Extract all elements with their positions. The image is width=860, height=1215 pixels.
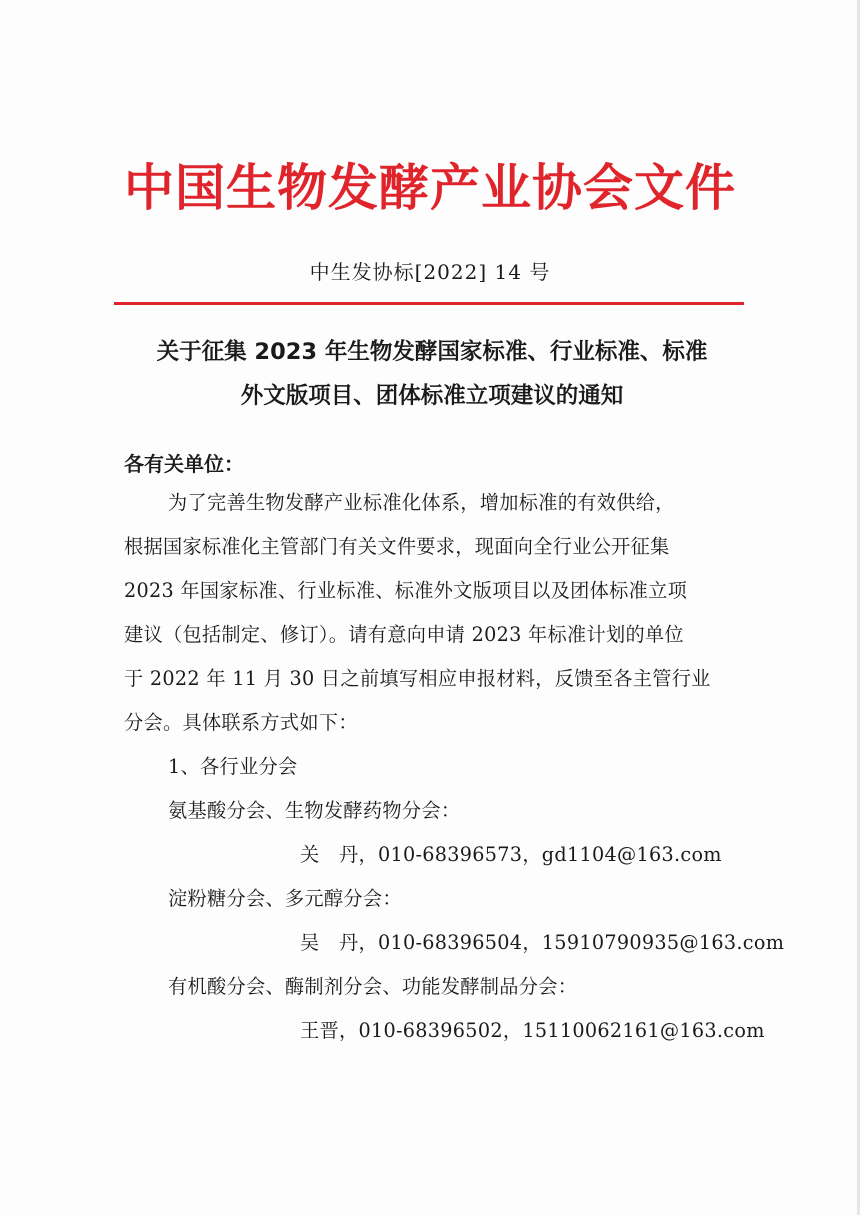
document-subject [122, 330, 742, 418]
contact-info: 王晋，010-68396502，15110062161@163.com [300, 1019, 765, 1042]
red-divider-line [114, 302, 744, 305]
salutation: 各有关单位： [124, 452, 244, 476]
branch-name: 有机酸分会、酶制剂分会、功能发酵制品分会： [168, 975, 578, 998]
paragraph-line: 于 2022 年 11 月 30 日之前填写相应申报材料，反馈至各主管行业 [124, 667, 711, 690]
paragraph-line: 建议（包括制定、修订）。请有意向申请 2023 年标准计划的单位 [124, 623, 684, 646]
subject-line-2: 外文版项目、团体标准立项建议的通知 [240, 383, 624, 409]
paragraph-line: 为了完善生物发酵产业标准化体系，增加标准的有效供给， [168, 491, 675, 514]
subject-line-1: 关于征集 2023 年生物发酵国家标准、行业标准、标准 [156, 339, 708, 365]
paragraph-line: 分会。具体联系方式如下： [124, 711, 358, 734]
paragraph-line: 2023 年国家标准、行业标准、标准外文版项目以及团体标准立项 [124, 579, 688, 602]
document-number: 中生发协标[2022] 14 号 [309, 260, 551, 284]
contact-info: 关 丹，010-68396573，gd1104@163.com [300, 843, 722, 866]
document-header-title: 中国生物发酵产业协会文件 [124, 159, 736, 217]
branch-name: 氨基酸分会、生物发酵药物分会： [168, 799, 461, 822]
paragraph-line: 根据国家标准化主管部门有关文件要求，现面向全行业公开征集 [124, 535, 670, 558]
branch-name: 淀粉糖分会、多元醇分会： [168, 887, 402, 910]
contact-info: 吴 丹，010-68396504，15910790935@163.com [300, 931, 785, 954]
section-heading: 1、各行业分会 [168, 755, 298, 778]
